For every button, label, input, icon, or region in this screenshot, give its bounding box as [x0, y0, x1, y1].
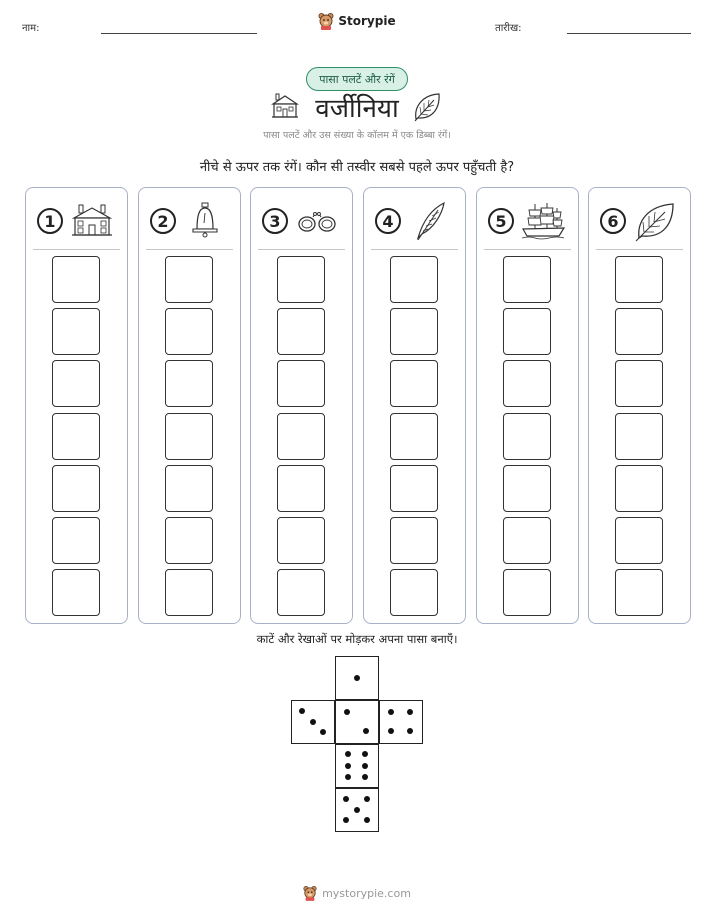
color-box[interactable]	[503, 360, 551, 407]
column-number: 1	[37, 208, 63, 234]
color-box[interactable]	[615, 308, 663, 355]
column-2	[138, 187, 241, 624]
die-pip	[407, 728, 413, 734]
die-pip	[364, 817, 370, 823]
color-box[interactable]	[503, 465, 551, 512]
brand-name: Storypie	[338, 14, 396, 28]
die-pip	[388, 709, 394, 715]
die-pip	[362, 763, 368, 769]
date-line[interactable]	[567, 33, 691, 34]
column-5	[476, 187, 579, 624]
title-row	[0, 89, 714, 125]
color-box[interactable]	[52, 569, 100, 616]
color-box[interactable]	[615, 256, 663, 303]
column-header	[139, 202, 240, 242]
column-6	[588, 187, 691, 624]
die-face	[379, 700, 423, 744]
brand-logo	[0, 12, 714, 30]
color-box[interactable]	[52, 256, 100, 303]
bear-icon	[303, 885, 317, 901]
column-header	[364, 202, 465, 242]
color-box[interactable]	[165, 465, 213, 512]
color-box[interactable]	[52, 308, 100, 355]
color-box[interactable]	[615, 360, 663, 407]
activity-pill: पासा पलटें और रंगें	[306, 67, 408, 91]
color-box[interactable]	[615, 413, 663, 460]
column-divider	[33, 249, 120, 250]
column-divider	[484, 249, 571, 250]
die-face	[335, 744, 379, 788]
die-pip	[354, 807, 360, 813]
color-box[interactable]	[390, 517, 438, 564]
column-header	[589, 202, 690, 242]
color-box[interactable]	[615, 569, 663, 616]
color-box[interactable]	[165, 360, 213, 407]
house-icon	[70, 202, 114, 238]
leaf-icon	[412, 91, 442, 123]
die-face	[335, 656, 379, 700]
color-box[interactable]	[503, 413, 551, 460]
instruction: नीचे से ऊपर तक रंगें। कौन सी तस्वीर सबसे पहले ऊपर पहुँचती है?	[199, 160, 515, 175]
column-number: 6	[600, 208, 626, 234]
die-face	[291, 700, 335, 744]
die-face	[335, 788, 379, 832]
name-label: नाम:	[22, 23, 40, 34]
column-divider	[146, 249, 233, 250]
color-box[interactable]	[390, 569, 438, 616]
color-box[interactable]	[52, 517, 100, 564]
die-pip	[320, 729, 326, 735]
column-header	[26, 202, 127, 242]
color-box[interactable]	[615, 465, 663, 512]
die-pip	[362, 774, 368, 780]
die-pip	[345, 763, 351, 769]
die-pip	[388, 728, 394, 734]
bear-icon	[318, 12, 334, 30]
color-box[interactable]	[503, 517, 551, 564]
color-box[interactable]	[277, 569, 325, 616]
die-pip	[343, 796, 349, 802]
color-box[interactable]	[277, 256, 325, 303]
color-box[interactable]	[277, 465, 325, 512]
color-box[interactable]	[165, 569, 213, 616]
color-box[interactable]	[52, 360, 100, 407]
cut-instruction: काटें और रेखाओं पर मोड़कर अपना पासा बनाएँ।	[256, 632, 458, 646]
column-3	[250, 187, 353, 624]
color-box[interactable]	[390, 256, 438, 303]
color-box[interactable]	[277, 413, 325, 460]
date-label: तारीख:	[495, 23, 522, 34]
die-pip	[344, 709, 350, 715]
color-box[interactable]	[390, 465, 438, 512]
column-number: 4	[375, 208, 401, 234]
color-box[interactable]	[390, 308, 438, 355]
color-box[interactable]	[165, 517, 213, 564]
footer	[0, 885, 714, 901]
color-box[interactable]	[615, 517, 663, 564]
page-title: वर्जीनिया	[315, 94, 399, 124]
color-box[interactable]	[52, 465, 100, 512]
subtitle: पासा पलटें और उस संख्या के कॉलम में एक डिब्बा रंगें।	[263, 130, 451, 141]
color-box[interactable]	[277, 308, 325, 355]
die-pip	[345, 751, 351, 757]
die-pip	[362, 751, 368, 757]
color-box[interactable]	[165, 308, 213, 355]
color-box[interactable]	[390, 413, 438, 460]
column-number: 3	[262, 208, 288, 234]
color-box[interactable]	[503, 569, 551, 616]
column-number: 5	[488, 208, 514, 234]
footer-url[interactable]: mystorypie.com	[322, 886, 411, 900]
ship-icon	[521, 202, 565, 240]
column-divider	[371, 249, 458, 250]
color-box[interactable]	[165, 256, 213, 303]
bell-icon	[183, 202, 227, 238]
die-pip	[310, 719, 316, 725]
column-number: 2	[150, 208, 176, 234]
leaf-icon	[633, 202, 677, 242]
die-pip	[407, 709, 413, 715]
color-box[interactable]	[277, 517, 325, 564]
name-line[interactable]	[101, 33, 257, 34]
column-header	[251, 202, 352, 242]
column-1	[25, 187, 128, 624]
die-pip	[364, 796, 370, 802]
die-pip	[363, 728, 369, 734]
column-4	[363, 187, 466, 624]
column-divider	[258, 249, 345, 250]
handcuffs-icon	[295, 202, 339, 238]
color-box[interactable]	[165, 413, 213, 460]
color-box[interactable]	[390, 360, 438, 407]
die-pip	[354, 675, 360, 681]
color-box[interactable]	[503, 308, 551, 355]
die-face	[335, 700, 379, 744]
color-box[interactable]	[503, 256, 551, 303]
die-pip	[345, 774, 351, 780]
column-header	[477, 202, 578, 242]
column-divider	[596, 249, 683, 250]
quill-icon	[408, 202, 452, 242]
die-pip	[343, 817, 349, 823]
color-box[interactable]	[277, 360, 325, 407]
color-box[interactable]	[52, 413, 100, 460]
die-pip	[299, 708, 305, 714]
